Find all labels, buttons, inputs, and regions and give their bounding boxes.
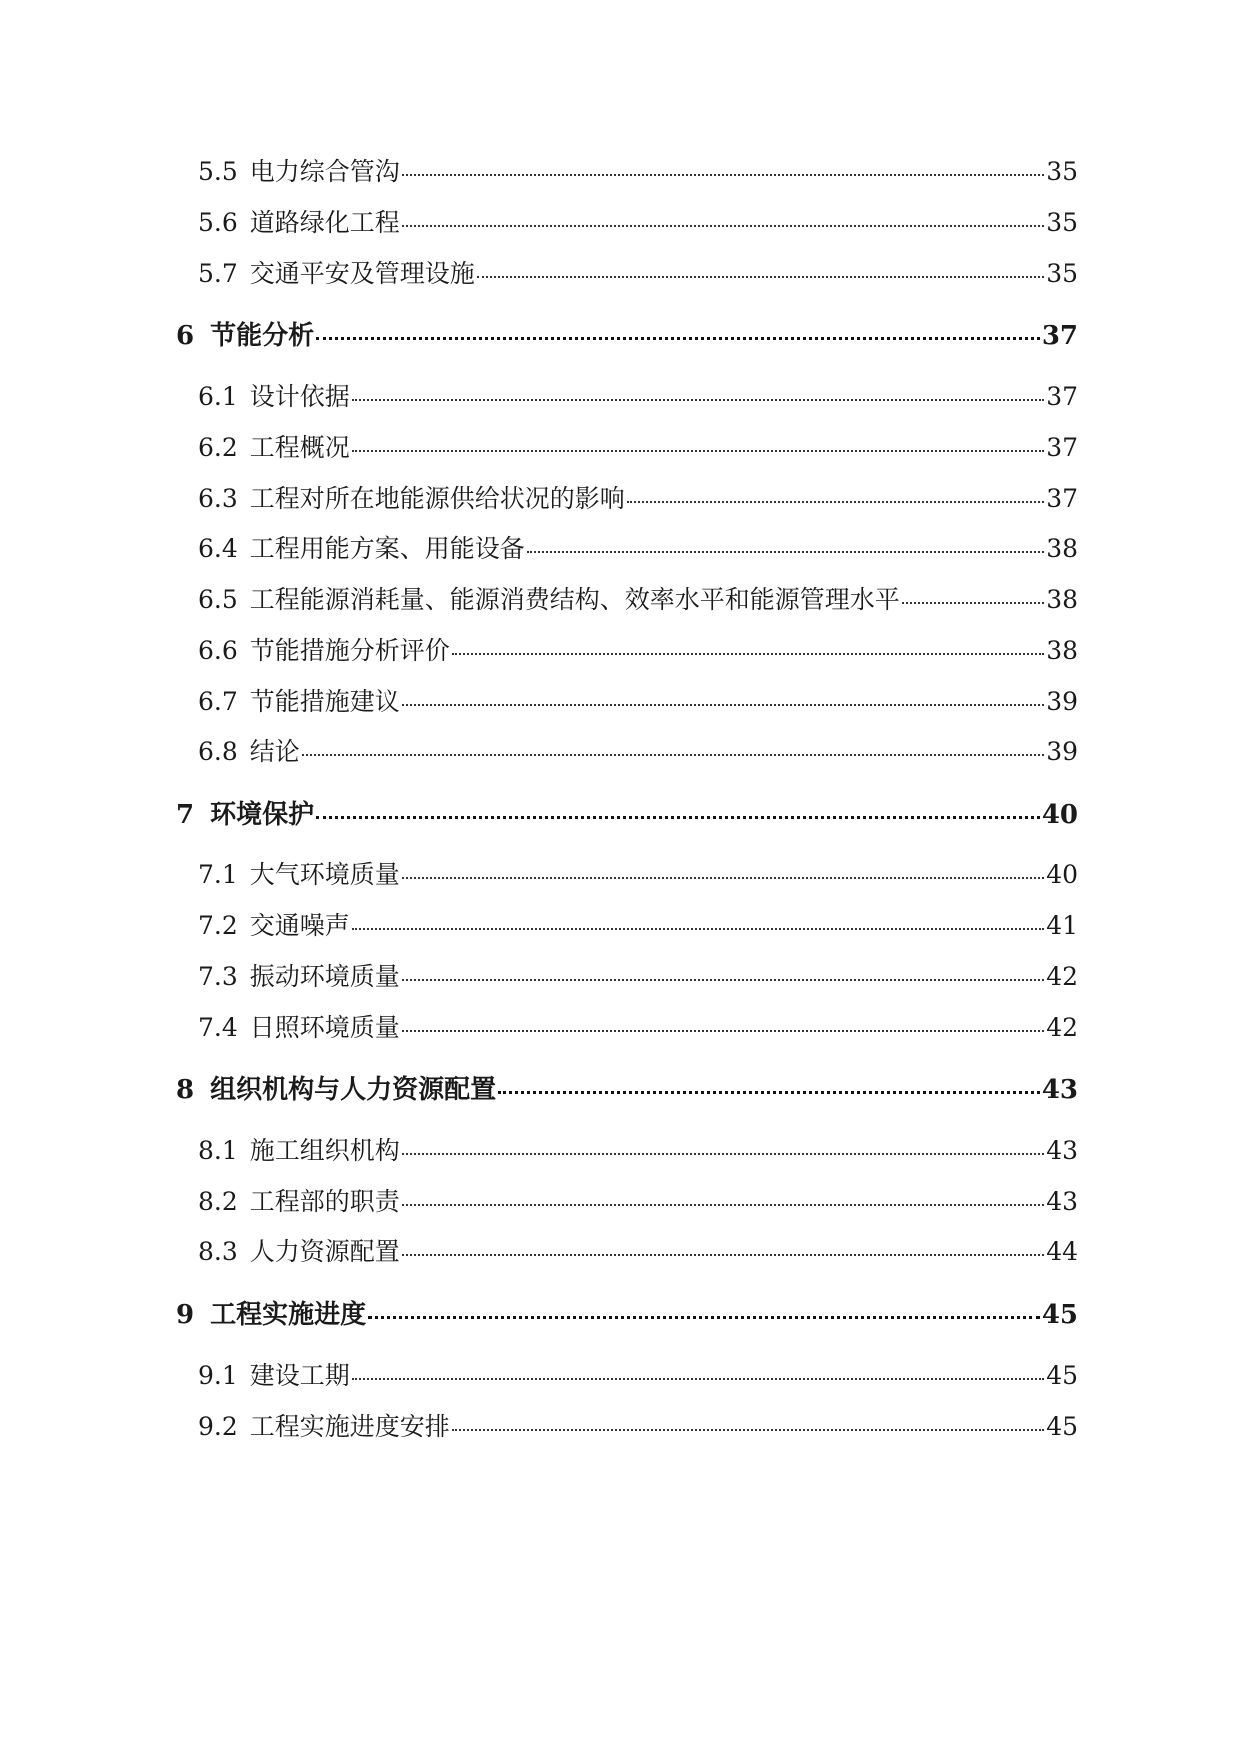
toc-entry-title: 工程实施进度 [210,1300,367,1330]
toc-entry-title: 节能分析 [210,321,315,351]
toc-entry-page-number: 43 [1046,1136,1078,1165]
toc-entry-number: 9.1 [198,1361,238,1390]
toc-entry-page-number: 37 [1046,433,1078,462]
toc-entry-number: 5.6 [198,208,238,237]
toc-section-entry [198,529,1078,565]
toc-section-entry [198,855,1078,891]
toc-entry-title: 施工组织机构 [249,1136,400,1165]
dot-leader [352,425,1044,452]
toc-entry-number: 6.1 [198,382,238,411]
dot-leader [402,200,1044,227]
toc-entry-page-number: 44 [1046,1237,1078,1266]
dot-leader [402,1005,1044,1032]
toc-entry-page-number: 39 [1046,737,1078,766]
toc-entry-title: 人力资源配置 [249,1237,400,1266]
toc-section-entry [198,428,1078,464]
toc-entry-title: 电力综合管沟 [249,157,400,186]
dot-leader [352,1353,1044,1380]
toc-entry-title: 交通噪声 [249,911,350,940]
toc-section-entry [198,1131,1078,1167]
toc-section-entry [198,254,1078,290]
toc-entry-number: 6.7 [198,687,238,716]
toc-entry-number: 6.3 [198,484,238,513]
dot-leader [368,1290,1040,1319]
toc-entry-page-number: 42 [1046,1013,1078,1042]
toc-entry-title: 工程对所在地能源供给状况的影响 [249,484,625,513]
toc-entry-number: 7.4 [198,1013,238,1042]
toc-entry-title: 建设工期 [249,1361,350,1390]
dot-leader [402,954,1044,981]
dot-leader [452,1404,1044,1431]
toc-section-entry [198,479,1078,515]
toc-entry-number: 9.2 [198,1412,238,1441]
toc-entry-title: 节能措施建议 [249,687,400,716]
toc-entry-number: 8 [176,1075,195,1105]
dot-leader [452,628,1044,655]
dot-leader [302,729,1044,756]
toc-section-entry [198,1356,1078,1392]
toc-chapter-entry [176,315,1078,352]
toc-entry-number: 8.1 [198,1136,238,1165]
toc-entry-title: 组织机构与人力资源配置 [210,1075,497,1105]
dot-leader [402,1229,1044,1256]
dot-leader [902,577,1044,604]
toc-entry-number: 7 [176,800,195,830]
toc-entry-title: 工程用能方案、用能设备 [249,534,525,563]
toc-entry-title: 道路绿化工程 [249,208,400,237]
toc-chapter-entry [176,1069,1078,1106]
toc-entry-title: 工程部的职责 [249,1187,400,1216]
toc-entry-page-number: 42 [1046,962,1078,991]
toc-entry-title: 工程概况 [249,433,350,462]
toc-entry-title: 日照环境质量 [249,1013,400,1042]
toc-entry-number: 6.6 [198,636,238,665]
dot-leader [352,903,1044,930]
toc-section-entry [198,377,1078,413]
toc-entry-page-number: 43 [1041,1075,1078,1105]
toc-entry-number: 7.2 [198,911,238,940]
toc-entry-page-number: 37 [1046,382,1078,411]
dot-leader [402,679,1044,706]
toc-entry-number: 7.3 [198,962,238,991]
toc-section-entry [198,906,1078,942]
toc-entry-number: 6.4 [198,534,238,563]
toc-entry-page-number: 38 [1046,585,1078,614]
dot-leader [316,311,1040,340]
toc-entry-title: 节能措施分析评价 [249,636,450,665]
toc-entry-number: 6.2 [198,433,238,462]
toc-entry-page-number: 45 [1041,1300,1078,1330]
toc-section-entry [198,1182,1078,1218]
toc-entry-number: 8.2 [198,1187,238,1216]
toc-section-entry [198,1232,1078,1268]
toc-entry-title: 振动环境质量 [249,962,400,991]
dot-leader [402,149,1044,176]
dot-leader [477,251,1044,278]
toc-entry-title: 环境保护 [210,800,315,830]
toc-entry-title: 工程实施进度安排 [249,1412,450,1441]
toc-entry-number: 9 [176,1300,195,1330]
dot-leader [527,526,1044,553]
toc-entry-page-number: 45 [1046,1361,1078,1390]
toc-entry-number: 6.5 [198,585,238,614]
toc-entry-page-number: 39 [1046,687,1078,716]
toc-entry-page-number: 35 [1046,259,1078,288]
toc-entry-page-number: 40 [1046,860,1078,889]
toc-section-entry [198,1008,1078,1044]
toc-section-entry [198,580,1078,616]
toc-chapter-entry [176,794,1078,831]
toc-entry-number: 6 [176,321,195,351]
toc-section-entry [198,957,1078,993]
toc-section-entry [198,732,1078,768]
dot-leader [316,790,1040,819]
toc-entry-page-number: 41 [1046,911,1078,940]
dot-leader [352,374,1044,401]
toc-entry-title: 设计依据 [249,382,350,411]
toc-entry-title: 大气环境质量 [249,860,400,889]
toc-entry-page-number: 37 [1041,321,1078,351]
toc-entry-title: 交通平安及管理设施 [249,259,475,288]
toc-entry-page-number: 45 [1046,1412,1078,1441]
toc-section-entry [198,1407,1078,1443]
toc-entry-number: 5.7 [198,259,238,288]
toc-entry-page-number: 38 [1046,636,1078,665]
toc-entry-title: 工程能源消耗量、能源消费结构、效率水平和能源管理水平 [249,585,900,614]
toc-entry-page-number: 35 [1046,208,1078,237]
dot-leader [402,852,1044,879]
dot-leader [402,1128,1044,1155]
toc-entry-page-number: 38 [1046,534,1078,563]
toc-section-entry [198,152,1078,188]
dot-leader [627,476,1044,503]
toc-section-entry [198,682,1078,718]
toc-chapter-entry [176,1294,1078,1331]
toc-entry-page-number: 40 [1041,800,1078,830]
toc-entry-number: 7.1 [198,860,238,889]
dot-leader [498,1065,1040,1094]
dot-leader [402,1179,1044,1206]
toc-entry-page-number: 35 [1046,157,1078,186]
toc-entry-number: 5.5 [198,157,238,186]
toc-section-entry [198,203,1078,239]
toc-entry-number: 8.3 [198,1237,238,1266]
toc-section-entry [198,631,1078,667]
toc-entry-title: 结论 [249,737,300,766]
toc-entry-page-number: 43 [1046,1187,1078,1216]
toc-entry-number: 6.8 [198,737,238,766]
toc-entry-page-number: 37 [1046,484,1078,513]
